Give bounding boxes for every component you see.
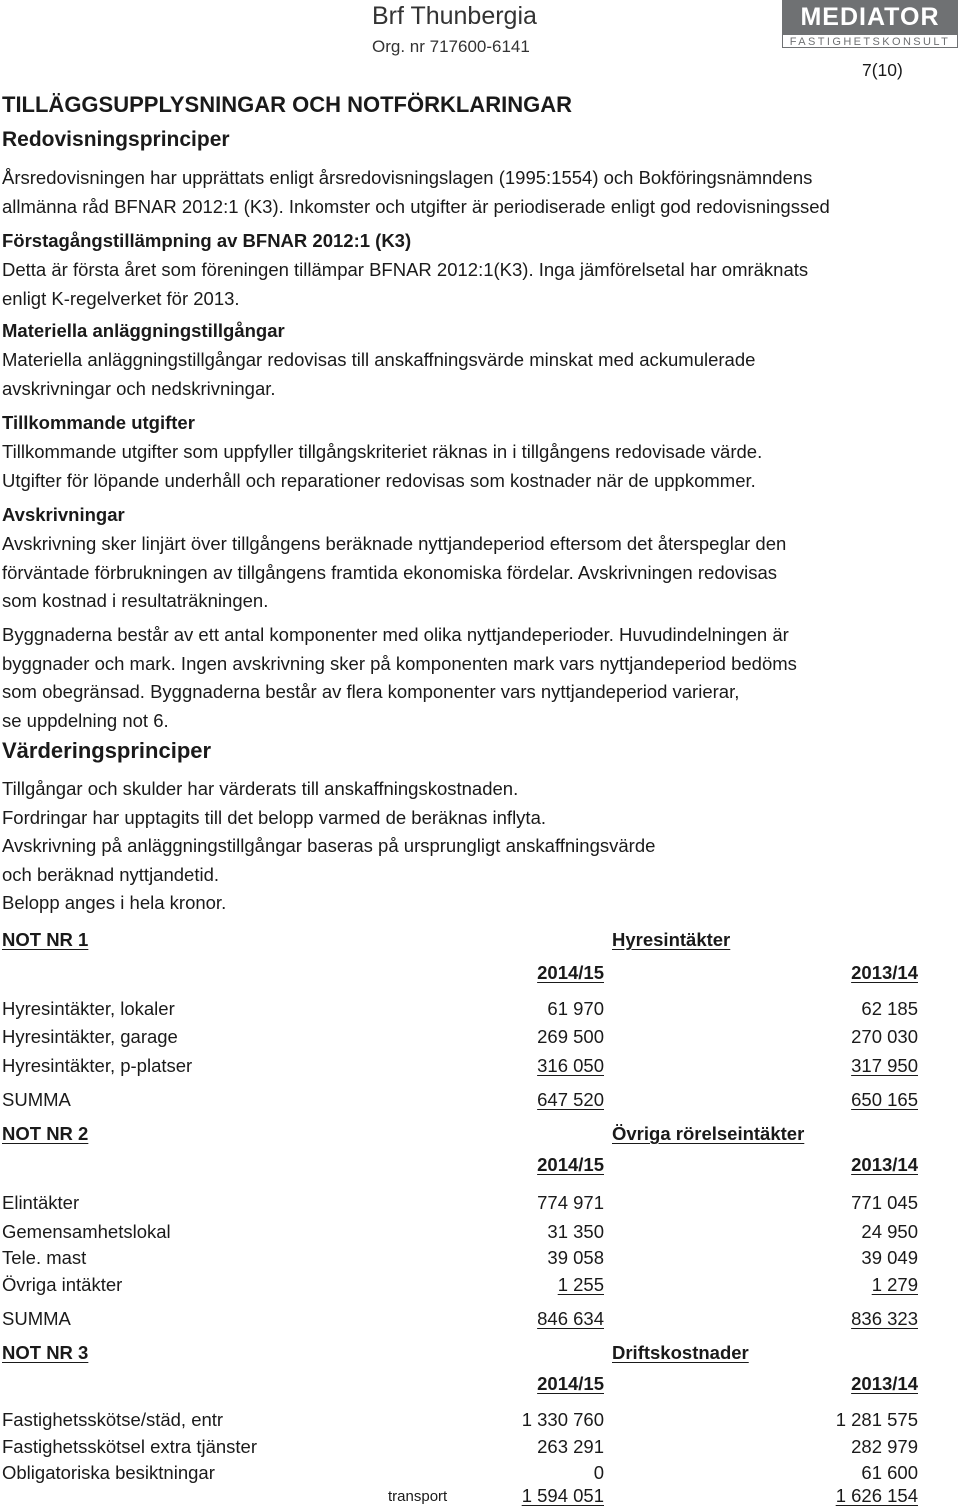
table-row-label: Elintäkter [2,1192,80,1213]
note-1-col-2014: 2014/15 [537,962,604,983]
text-line: Tillkommande utgifter som uppfyller tillgångskriteriet räknas in i tillgångens redovisade värde. [2,441,763,462]
note-3-title: Driftskostnader [612,1342,749,1363]
table-cell: 1 330 760 [521,1409,604,1430]
text-line: Avskrivning sker linjärt över tillgångens beräknade nyttjandeperiod eftersom det återspeglar den [2,533,787,554]
note-1-title: Hyresintäkter [612,929,731,950]
subheading-materiella: Materiella anläggningstillgångar [2,320,285,341]
note-2-title: Övriga rörelseintäkter [612,1123,805,1144]
table-cell: 31 350 [547,1221,604,1242]
paragraph-forstagang [2,256,808,313]
text-line: se uppdelning not 6. [2,709,169,731]
note-2-col-2014: 2014/15 [537,1154,604,1175]
section-heading-varderingsprinciper: Värderingsprinciper [2,738,212,763]
table-cell: 317 950 [851,1055,918,1076]
table-cell: 0 [593,1462,604,1483]
note-1-label: NOT NR 1 [2,929,89,950]
table-cell: 24 950 [861,1221,918,1242]
table-cell: 263 291 [537,1436,604,1457]
text-line: Fordringar har upptagits till det belopp varmed de beräknas inflyta. [2,806,546,828]
table-cell: 270 030 [851,1026,918,1047]
note-3-col-2013: 2013/14 [851,1373,918,1394]
paragraph-materiella [2,346,755,403]
sum-cell: 846 634 [537,1308,604,1329]
page-title: TILLÄGGSUPPLYSNINGAR OCH NOTFÖRKLARINGAR [2,92,572,117]
note-2-label: NOT NR 2 [2,1123,89,1144]
transport-cell: 1 626 154 [835,1485,918,1506]
table-cell: 61 600 [861,1462,918,1483]
table-cell: 269 500 [537,1026,604,1047]
table-cell: 62 185 [861,998,918,1019]
text-line: byggnader och mark. Ingen avskrivning sker på komponenten mark vars nyttjandeperiod bedöms [2,652,797,674]
paragraph-varderingsprinciper [2,775,655,918]
table-cell: 774 971 [537,1192,604,1213]
table-cell: 282 979 [851,1436,918,1457]
table-cell: 1 279 [871,1274,918,1295]
paragraph-redovisning [2,164,830,221]
org-number: Org. nr 717600-6141 [372,37,530,56]
note-3-label: NOT NR 3 [2,1342,89,1363]
logo-wordmark: MEDIATOR [782,0,958,34]
transport-cell: 1 594 051 [521,1485,604,1506]
text-line: Utgifter för löpande underhåll och reparationer redovisas som kostnader när de uppkommer. [2,469,756,491]
text-line: Tillgångar och skulder har värderats till anskaffningskostnaden. [2,778,519,799]
section-heading-redovisning: Redovisningsprinciper [2,128,230,151]
text-line: Detta är första året som föreningen tillämpar BFNAR 2012:1(K3). Inga jämförelsetal har omräknats [2,259,809,280]
text-line: Belopp anges i hela kronor. [2,892,227,913]
sum-cell: 650 165 [851,1089,918,1110]
text-line: som kostnad i resultaträkningen. [2,590,269,611]
table-cell: 316 050 [537,1055,604,1076]
table-cell: 61 970 [547,998,604,1019]
note-3-col-2014: 2014/15 [537,1373,604,1394]
table-row-label: Hyresintäkter, p-platser [2,1055,193,1076]
table-row-label: Hyresintäkter, lokaler [2,998,175,1019]
table-row-label: Obligatoriska besiktningar [2,1462,215,1483]
table-row-label: Fastighetsskötsel extra tjänster [2,1436,257,1457]
text-line: förväntade förbrukningen av tillgångens framtida ekonomiska fördelar. Avskrivningen redovisas [2,561,778,583]
page-number: 7(10) [862,60,903,80]
text-line: enligt K-regelverket för 2013. [2,287,240,309]
text-line: allmänna råd BFNAR 2012:1 (K3). Inkomster och utgifter är periodiserade enligt god redovisningssed [2,195,830,217]
text-line: som obegränsad. Byggnaderna består av flera komponenter vars nyttjandeperiod varierar, [2,681,740,702]
paragraph-avskrivningar [2,530,786,616]
paragraph-tillkommande [2,438,762,495]
table-row-label: Fastighetsskötse/städ, entr [2,1409,224,1430]
table-row-label: Hyresintäkter, garage [2,1026,178,1047]
sum-label: SUMMA [2,1089,71,1110]
subheading-tillkommande: Tillkommande utgifter [2,412,195,433]
table-cell: 39 058 [547,1247,604,1268]
sum-cell: 836 323 [851,1308,918,1329]
text-line: Avskrivning på anläggningstillgångar baseras på ursprungligt anskaffningsvärde [2,835,656,856]
text-line: Byggnaderna består av ett antal komponenter med olika nyttjandeperioder. Huvudindelningen är [2,624,789,645]
text-line: avskrivningar och nedskrivningar. [2,377,276,399]
logo-subtitle: FASTIGHETSKONSULT [782,34,958,48]
sum-cell: 647 520 [537,1089,604,1110]
table-row-label: Övriga intäkter [2,1274,123,1295]
paragraph-byggnader [2,621,797,735]
subheading-avskrivningar: Avskrivningar [2,504,125,525]
text-line: Årsredovisningen har upprättats enligt årsredovisningslagen (1995:1554) och Bokföringsnämndens [2,167,813,188]
text-line: och beräknad nyttjandetid. [2,863,220,885]
sum-label: SUMMA [2,1308,71,1329]
note-2-col-2013: 2013/14 [851,1154,918,1175]
transport-label: transport [388,1488,448,1505]
mediator-logo [782,0,958,52]
table-cell: 1 255 [557,1274,604,1295]
table-cell: 1 281 575 [835,1409,918,1430]
note-1-col-2013: 2013/14 [851,962,918,983]
text-line: Materiella anläggningstillgångar redovisas till anskaffningsvärde minskat med ackumulerade [2,349,756,370]
company-name: Brf Thunbergia [372,2,537,30]
table-cell: 39 049 [861,1247,918,1268]
table-row-label: Tele. mast [2,1247,87,1268]
table-cell: 771 045 [851,1192,918,1213]
table-row-label: Gemensamhetslokal [2,1221,171,1242]
subheading-forstagang: Förstagångstillämpning av BFNAR 2012:1 (K3) [2,230,412,251]
